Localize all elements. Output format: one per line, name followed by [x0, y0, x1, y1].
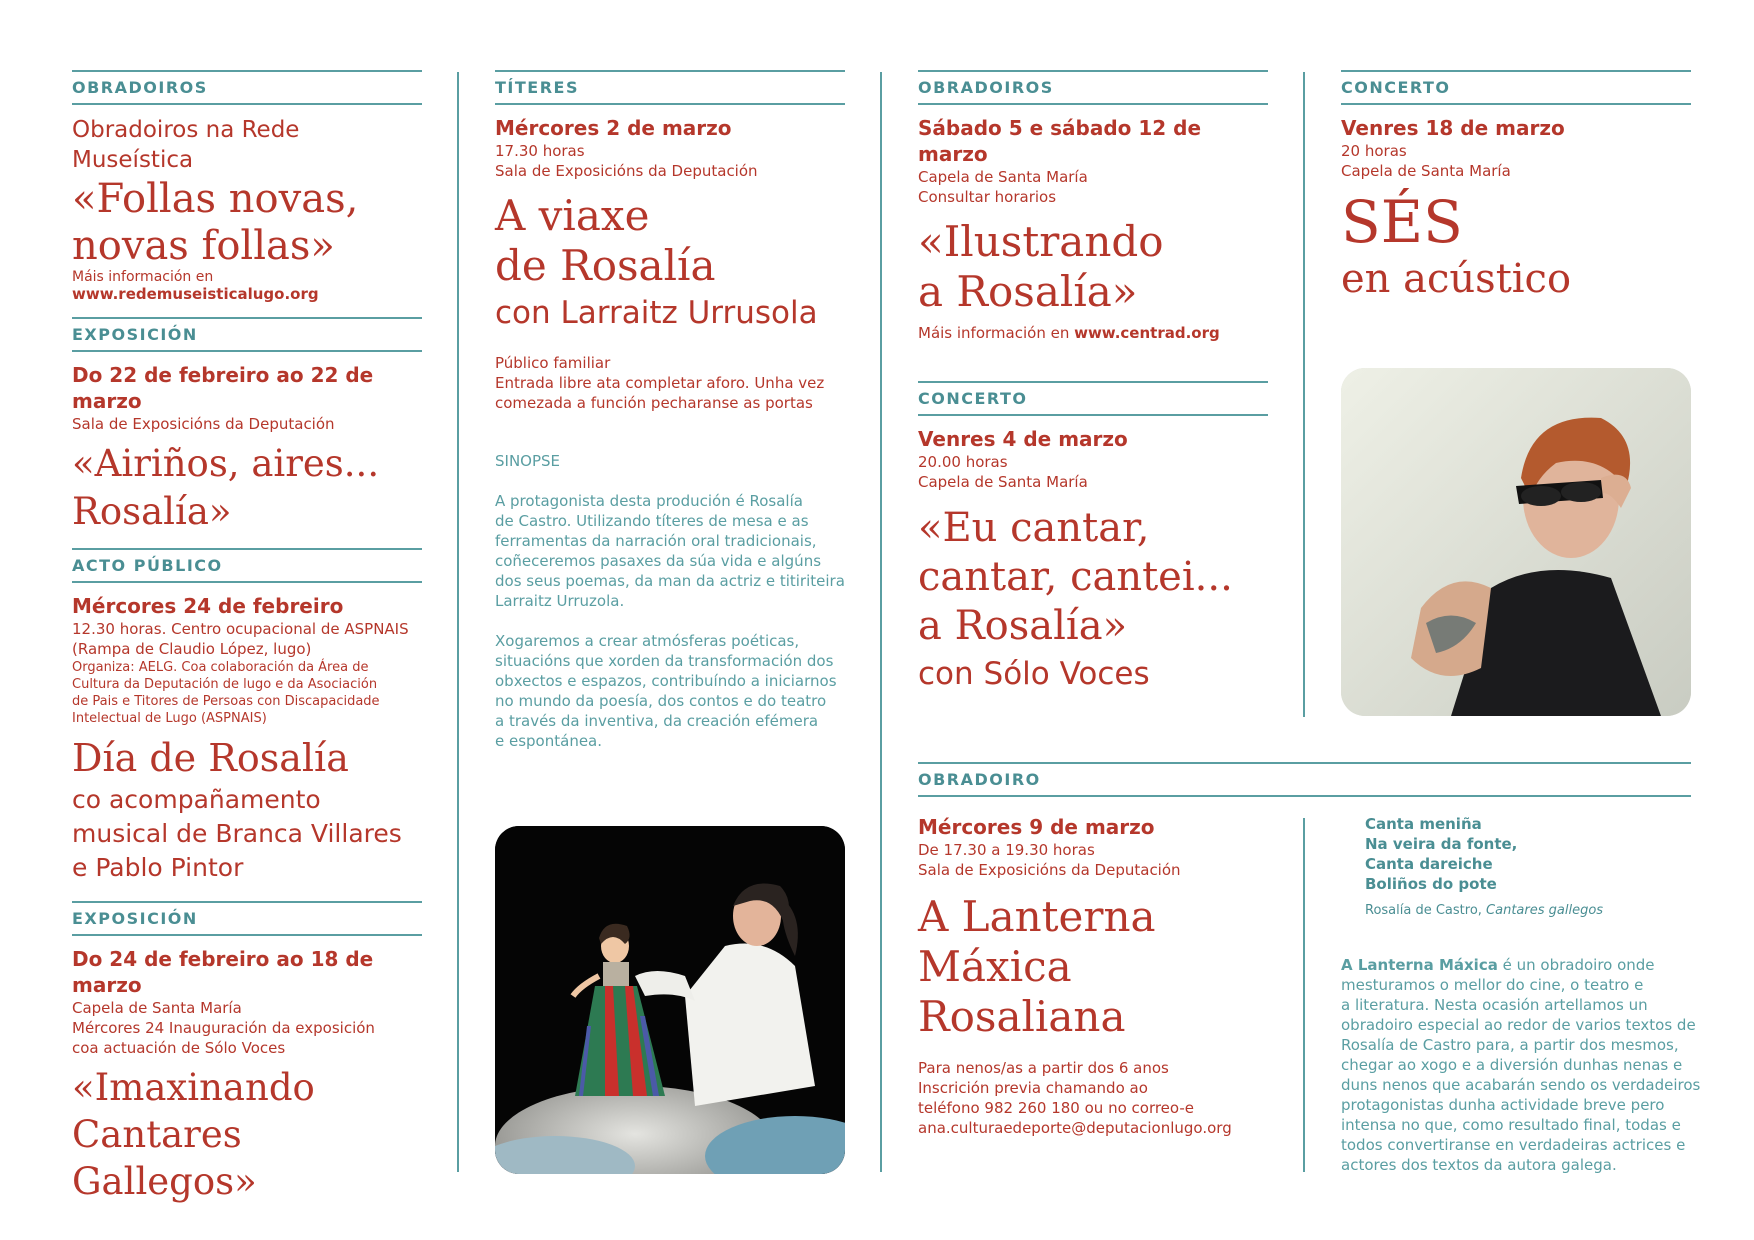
- website-link[interactable]: www.redemuseisticalugo.org: [72, 285, 319, 303]
- event-place: (Rampa de Claudio López, lugo): [72, 640, 312, 658]
- section-label: EXPOSICIÓN: [72, 909, 198, 928]
- section-label: CONCERTO: [1341, 78, 1451, 97]
- audience: Público familiar: [495, 354, 611, 372]
- divider-bottom: [1303, 818, 1305, 1172]
- event-place: 12.30 horas. Centro ocupacional de ASPNAIS: [72, 620, 409, 638]
- section-header: [72, 317, 422, 352]
- synopsis-line: a través da inventiva, da creación efémera: [495, 712, 819, 730]
- synopsis-line: dos seus poemas, da man da actriz e titiriteira: [495, 572, 845, 590]
- desc-first: é un obradoiro onde: [1497, 956, 1655, 974]
- desc-line: actores dos textos da autora galega.: [1341, 1156, 1617, 1174]
- singer-photo: [1341, 368, 1691, 716]
- poem-line: Boliños do pote: [1365, 875, 1497, 893]
- more-info-text: Máis información en: [918, 324, 1075, 342]
- website-link[interactable]: www.centrad.org: [1074, 324, 1220, 342]
- bottom-left: [918, 814, 1278, 1138]
- desc-line: duns nenos que acabarán sendo os verdadeiros: [1341, 1076, 1701, 1094]
- event-title: Gallegos»: [72, 1160, 257, 1203]
- section-label: CONCERTO: [918, 389, 1028, 408]
- entry-info: comezada a función pecharanse as portas: [495, 394, 813, 412]
- synopsis-paragraph-2: [495, 631, 845, 751]
- event-hours: Consultar horarios: [918, 188, 1057, 206]
- synopsis-line: situacións que xorden da transformación dos: [495, 652, 834, 670]
- event-date: Sábado 5 e sábado 12 de marzo: [918, 116, 1202, 166]
- synopsis-line: coñeceremos pasaxes da súa vida e algúns: [495, 552, 822, 570]
- poem-line: Canta meniña: [1365, 815, 1482, 833]
- section-header: [918, 762, 1691, 797]
- event-title: A viaxe: [495, 191, 650, 240]
- event-place: Sala de Exposicións da Deputación: [72, 415, 335, 433]
- event-subtitle: con Sólo Voces: [918, 656, 1150, 692]
- desc-line: a literatura. Nesta ocasión artellamos un: [1341, 996, 1648, 1014]
- synopsis-line: Larraitz Urruzola.: [495, 592, 625, 610]
- desc-line: todos convertiranse en verdadeiras actrices e: [1341, 1136, 1686, 1154]
- event-title: Día de Rosalía: [72, 736, 349, 780]
- section-label: OBRADOIRO: [918, 770, 1041, 789]
- organizer: Cultura da Deputación de lugo e da Asociación: [72, 677, 378, 692]
- poem: [1365, 814, 1711, 919]
- event-place: Capela de Santa María: [918, 473, 1088, 491]
- column-3: [918, 70, 1268, 697]
- event-title: cantar, cantei...: [918, 554, 1233, 600]
- event-date: Venres 18 de marzo: [1341, 116, 1565, 140]
- workshop-description: [1341, 955, 1711, 1175]
- poem-line: Na veira da fonte,: [1365, 835, 1518, 853]
- event-title: A Lanterna: [918, 892, 1156, 941]
- bottom-right: [1341, 814, 1711, 1175]
- divider-col3: [1303, 72, 1305, 717]
- desc-line: obradoiro especial ao redor de varios textos de: [1341, 1016, 1696, 1034]
- event-place: coa actuación de Sólo Voces: [72, 1039, 286, 1057]
- section-header: [918, 381, 1268, 416]
- organizer: Intelectual de Lugo (ASPNAIS): [72, 711, 267, 726]
- poem-work: Cantares gallegos: [1486, 903, 1604, 918]
- event-title: Máxica: [918, 942, 1072, 991]
- synopsis-line: de Castro. Utilizando títeres de mesa e as: [495, 512, 809, 530]
- event-time: 20 horas: [1341, 142, 1407, 160]
- event-title: «Ilustrando: [918, 217, 1164, 266]
- event-title: a Rosalía»: [918, 603, 1128, 649]
- synopsis-paragraph-1: [495, 491, 845, 611]
- section-header: [72, 901, 422, 936]
- organizer: Organiza: AELG. Coa colaboración da Área de: [72, 660, 369, 675]
- desc-line: protagonistas dunha actividade breve pero: [1341, 1096, 1665, 1114]
- event-place: Capela de Santa María: [918, 168, 1088, 186]
- synopsis-line: e espontánea.: [495, 732, 603, 750]
- event-title: «Imaxinando: [72, 1066, 315, 1109]
- event-intro: Obradoiros na Rede Museística: [72, 117, 300, 173]
- event-title: Rosaliana: [918, 992, 1126, 1041]
- section-header: [495, 70, 845, 105]
- event-title: Cantares: [72, 1113, 242, 1156]
- event-place: Capela de Santa María: [72, 999, 242, 1017]
- entry-info: Entrada libre ata completar aforo. Unha vez: [495, 374, 825, 392]
- registration: Inscrición previa chamando ao: [918, 1079, 1148, 1097]
- event-date: Do 24 de febreiro ao 18 de marzo: [72, 947, 374, 997]
- section-header: [918, 70, 1268, 105]
- synopsis-line: Xogaremos a crear atmósferas poéticas,: [495, 632, 800, 650]
- desc-line: [1341, 955, 1711, 975]
- column-4: [1341, 70, 1691, 303]
- event-title: novas follas»: [72, 223, 335, 269]
- desc-lead: A Lanterna Máxica: [1341, 956, 1498, 974]
- event-place: Sala de Exposicións da Deputación: [495, 162, 758, 180]
- event-title: «Airiños, aires...: [72, 442, 380, 485]
- audience: Para nenos/as a partir dos 6 anos: [918, 1059, 1169, 1077]
- registration: teléfono 982 260 180 ou no correo-e: [918, 1099, 1195, 1117]
- poem-line: Canta dareiche: [1365, 855, 1493, 873]
- divider-col2: [880, 72, 882, 1172]
- poem-credit: [1365, 902, 1711, 919]
- event-date: Venres 4 de marzo: [918, 427, 1128, 451]
- synopsis-line: obxectos e espazos, contribuíndo a iniciarnos: [495, 672, 837, 690]
- synopsis-line: no mundo da poesía, dos contos e do teatro: [495, 692, 827, 710]
- event-title: «Eu cantar,: [918, 505, 1150, 551]
- bottom-section: [918, 762, 1691, 807]
- event-subtitle: en acústico: [1341, 256, 1572, 302]
- synopsis-line: ferramentas da narración oral tradicionais,: [495, 532, 817, 550]
- desc-line: chegar ao xogo e a diversión dunhas nenas e: [1341, 1056, 1683, 1074]
- section-header: [1341, 70, 1691, 105]
- synopsis-line: A protagonista desta produción é Rosalía: [495, 492, 803, 510]
- section-label: TÍTERES: [495, 78, 579, 97]
- event-title: de Rosalía: [495, 241, 716, 290]
- event-subtitle: musical de Branca Villares: [72, 819, 402, 848]
- section-header: [72, 548, 422, 583]
- poem-author: Rosalía de Castro,: [1365, 903, 1487, 918]
- section-label: EXPOSICIÓN: [72, 325, 198, 344]
- event-subtitle: e Pablo Pintor: [72, 853, 244, 882]
- event-time: 20.00 horas: [918, 453, 1008, 471]
- event-title: Rosalía»: [72, 490, 232, 533]
- section-label: ACTO PÚBLICO: [72, 556, 223, 575]
- event-date: Mércores 2 de marzo: [495, 116, 732, 140]
- organizer: de Pais e Titores de Persoas con Discapacidade: [72, 694, 380, 709]
- section-header: [72, 70, 422, 105]
- event-subtitle: co acompañamento: [72, 785, 321, 814]
- event-date: Do 22 de febreiro ao 22 de marzo: [72, 363, 374, 413]
- column-1: [72, 70, 422, 1205]
- event-subtitle: con Larraitz Urrusola: [495, 295, 818, 331]
- desc-line: intensa no que, como resultado final, todas e: [1341, 1116, 1681, 1134]
- email-link[interactable]: ana.culturaedeporte@deputacionlugo.org: [918, 1119, 1232, 1137]
- desc-line: mesturamos o mellor do cine, o teatro e: [1341, 976, 1644, 994]
- puppet-scene-illustration: [495, 826, 845, 1174]
- synopsis-heading: SINOPSE: [495, 452, 561, 470]
- event-title: «Follas novas,: [72, 176, 359, 222]
- event-place: Mércores 24 Inauguración da exposición: [72, 1019, 375, 1037]
- event-time: 17.30 horas: [495, 142, 585, 160]
- section-label: OBRADOIROS: [72, 78, 208, 97]
- section-label: OBRADOIROS: [918, 78, 1054, 97]
- event-title: SÉS: [1341, 188, 1463, 256]
- more-info: Máis información en: [72, 269, 214, 285]
- divider-col1: [457, 72, 459, 1172]
- event-title: a Rosalía»: [918, 267, 1138, 316]
- desc-line: Rosalía de Castro para, a partir dos mesmos,: [1341, 1036, 1679, 1054]
- singer-illustration: [1341, 368, 1691, 716]
- event-time: De 17.30 a 19.30 horas: [918, 841, 1095, 859]
- event-date: Mércores 24 de febreiro: [72, 594, 344, 618]
- more-info: [918, 323, 1268, 343]
- event-place: Sala de Exposicións da Deputación: [918, 861, 1181, 879]
- event-place: Capela de Santa María: [1341, 162, 1511, 180]
- puppet-show-photo: [495, 826, 845, 1174]
- column-2: [495, 70, 845, 751]
- event-date: Mércores 9 de marzo: [918, 815, 1155, 839]
